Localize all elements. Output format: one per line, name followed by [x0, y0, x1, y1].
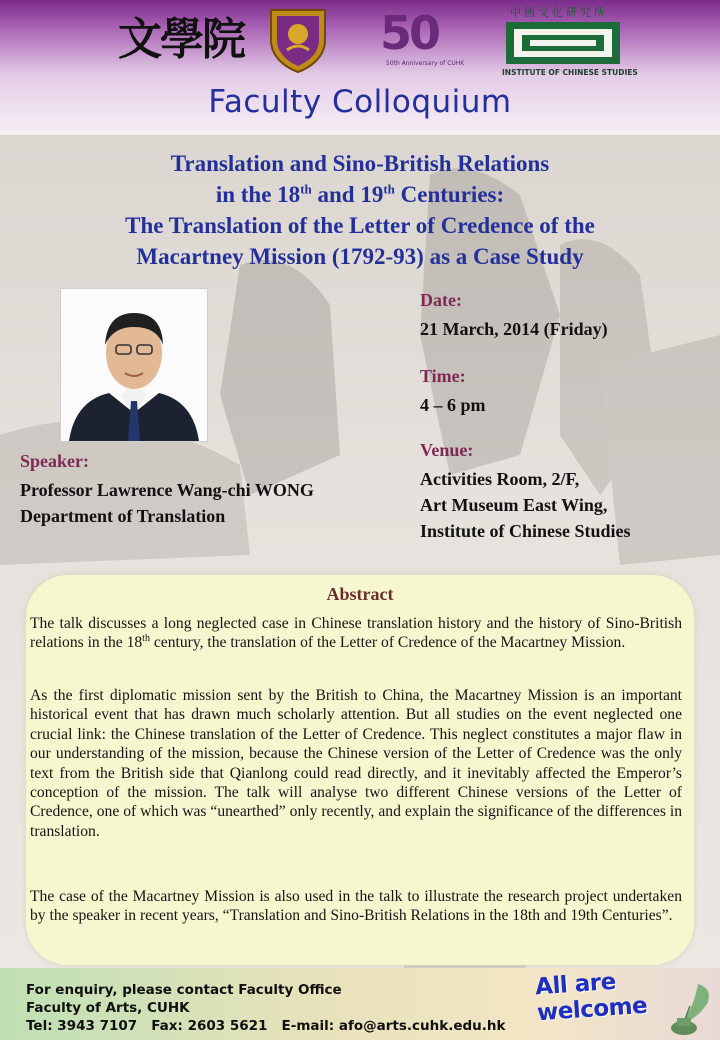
title-line-1: Translation and Sino-British Relations	[170, 151, 550, 176]
faculty-calligraphy-logo: 文學院	[118, 14, 244, 65]
title-line-2: in the 18th and 19th Centuries:	[215, 181, 505, 207]
event-type-heading: Faculty Colloquium	[208, 84, 512, 120]
ics-logo	[500, 4, 638, 80]
time-value: 4 – 6 pm	[420, 395, 486, 415]
speaker-photo	[60, 288, 208, 442]
speaker-label: Speaker:	[20, 451, 89, 471]
abstract-paragraph-1: The talk discusses a long neglected case in Chinese translation history and the history of Sino-British relations in the 18th century, the translation of the Letter of Credence of the Macartney Mission.	[30, 615, 682, 652]
venue-line-3: Institute of Chinese Studies	[420, 521, 631, 541]
ics-chinese-name: 中國文化研究所	[510, 6, 608, 19]
ics-english-name: INSTITUTE OF CHINESE STUDIES	[502, 68, 638, 77]
venue-line-2: Art Museum East Wing,	[420, 495, 608, 515]
anniversary-caption: 50th Anniversary of CUHK	[386, 60, 465, 67]
welcome-note: All are welcome	[534, 968, 649, 1027]
time-label: Time:	[420, 366, 466, 386]
anniversary-logo	[372, 6, 472, 78]
date-value: 21 March, 2014 (Friday)	[420, 319, 608, 339]
anniversary-number: 50	[380, 6, 439, 60]
title-line-3: The Translation of the Letter of Credence of the	[125, 213, 595, 238]
abstract-paragraph-2: As the first diplomatic mission sent by the British to China, the Macartney Mission is an important historical event that has drawn much scholarly attention. But all studies on the event neglected one crucial link: the Chinese translation of the Letter of Credence. This neglect constitutes a major flaw in our understanding of the mission, because the Chinese version of the Letter of Credence was the only text from the British side that Qianlong could read directly, and it inevitably affected the Emperor’s conception of the mission. The talk will analyse two different Chinese versions of the Letter of Credence, one of which was “unearthed” only recently, and explain the significance of the differences in translation.	[30, 687, 682, 840]
inkwell-quill-icon	[668, 982, 714, 1040]
date-label: Date:	[420, 290, 462, 310]
venue-label: Venue:	[420, 440, 474, 460]
abstract-paragraph-3: The case of the Macartney Mission is also used in the talk to illustrate the research project undertaken by the speaker in recent years, “Translation and Sino-British Relations in the 18th and 19th Centuries”.	[30, 888, 682, 925]
abstract-heading: Abstract	[326, 584, 394, 604]
title-line-4: Macartney Mission (1792-93) as a Case Study	[136, 244, 584, 269]
cuhk-crest-icon	[265, 6, 331, 74]
faculty-line: Faculty of Arts, CUHK	[26, 1000, 190, 1016]
ics-logo-icon	[504, 20, 622, 66]
speaker-name: Professor Lawrence Wang-chi WONG	[20, 480, 314, 500]
speaker-department: Department of Translation	[20, 506, 226, 526]
enquiry-line: For enquiry, please contact Faculty Office	[26, 982, 342, 998]
talk-title	[40, 148, 680, 272]
venue-line-1: Activities Room, 2/F,	[420, 469, 580, 489]
contact-line: Tel: 3943 7107 Fax: 2603 5621 E-mail: afo@arts.cuhk.edu.hk	[26, 1018, 506, 1034]
